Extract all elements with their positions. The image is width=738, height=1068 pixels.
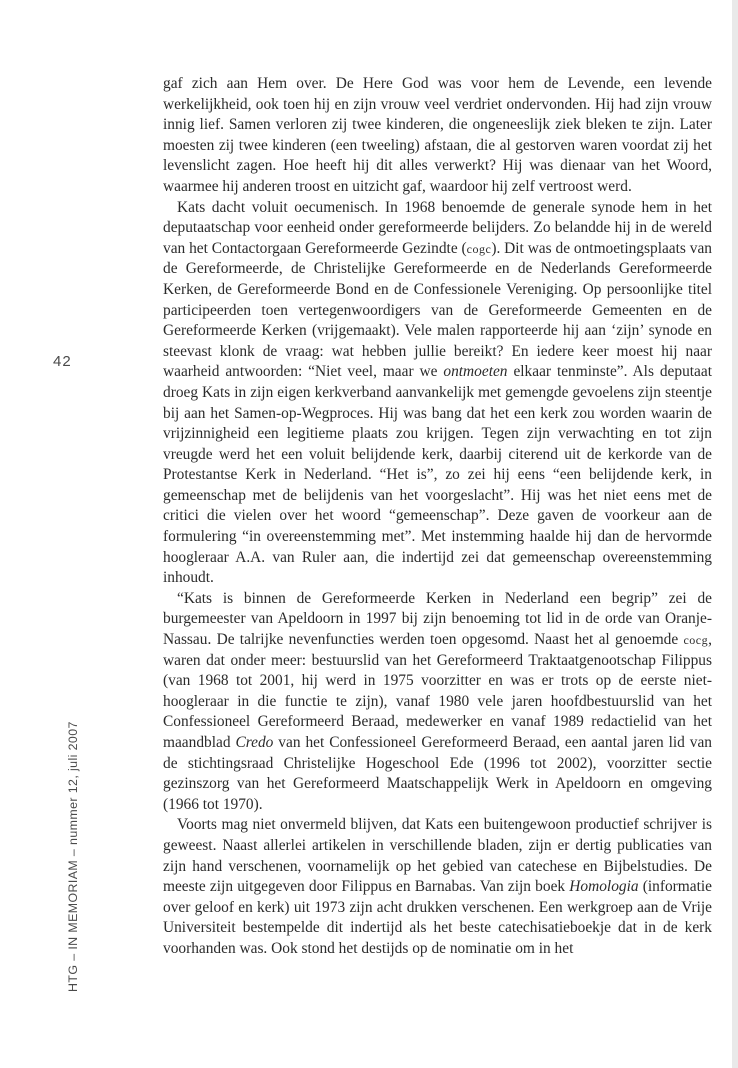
paragraph-4 bbox=[163, 815, 712, 959]
emphasis-homologia: Homologia bbox=[569, 878, 639, 896]
paragraph-3 bbox=[163, 589, 712, 816]
abbreviation-cogc: cogc bbox=[466, 241, 492, 256]
paragraph-4-text-b: (informatie over geloof en kerk) uit 1973 zijn acht drukken verschenen. Een werkgroep aan de Vrije Universiteit bestempelde dit indertijd als het beste catechisatieboekje dat in de kerk voorhanden was. Ook stond het destijds op de nominatie om in het bbox=[163, 878, 712, 957]
abbreviation-cocg: cocg bbox=[683, 633, 709, 648]
emphasis-ontmoeten: ontmoeten bbox=[443, 363, 508, 381]
paragraph-2-text-a: Kats dacht voluit oecumenisch. In 1968 benoemde de generale synode hem in het deputaatschap voor eenheid onder gereformeerde belijders. Zo belandde hij in de wereld van het Contactorgaan Gereformeerde Gezindte ( bbox=[163, 198, 712, 257]
paragraph-3-text-b: , waren dat onder meer: bestuurslid van het Gereformeerd Traktaatgenootschap Filippus (van 1968 tot 2001, hij werd in 1975 voorzitter en was er trots op de eerste niet-hoogleraar in die functie te zijn), vanaf 1980 vele jaren hoofdbestuurslid van het Confessioneel Gereformeerd Beraad, medewerker en vanaf 1989 redactielid van het maandblad bbox=[163, 631, 712, 751]
paragraph-3-text-a: “Kats is binnen de Gereformeerde Kerken in Nederland een begrip” zei de burgemeester van Apeldoorn in 1997 bij zijn benoeming tot lid in de orde van Oranje-Nassau. De talrijke nevenfuncties werden toen opgesomd. Naast het al genoemde bbox=[163, 589, 712, 649]
emphasis-credo: Credo bbox=[235, 734, 274, 751]
paragraph-2 bbox=[163, 198, 712, 589]
page-number: 42 bbox=[53, 353, 72, 370]
running-title: HTG – IN MEMORIAM – nummer 12, juli 2007 bbox=[66, 721, 80, 992]
paragraph-2-text-c: elkaar tenminste”. Als deputaat droeg Kats in zijn eigen kerkverband aanvankelijk met gemengde gevoelens zijn steentje bij aan het Samen-op-Wegproces. Hij was bang dat het een kerk zou worden waarin de vrijzinnigheid een legitieme plaats zou krijgen. Tegen zijn verwachting en tot zijn vreugde werd het een voluit belijdende kerk, daarbij citerend uit de kerkorde van de Protestantse Kerk in Nederland. “Het is”, zo zei hij eens “een belijdende kerk, in gemeenschap met de belijdenis van het voorgeslacht”. Hij was het niet eens met de critici die vielen over het woord “gemeenschap”. Deze gaven de voorkeur aan de formulering “in overeenstemming met”. Met instemming haalde hij dan de hervormde hoogleraar A.A. van Ruler aan, die indertijd zei dat gemeenschap overeenstemming inhoudt. bbox=[163, 363, 712, 587]
body-text bbox=[163, 74, 712, 960]
paragraph-3-text-c: van het Confessioneel Gereformeerd Beraad, een aantal jaren lid van de stichtingsraad Christelijke Hogeschool Ede (1996 tot 2002), voorzitter sectie gezinszorg van het Gereformeerd Maatschappelijk Werk in Apeldoorn en omgeving (1966 tot 1970). bbox=[163, 734, 712, 813]
paragraph-4-text-a: Voorts mag niet onvermeld blijven, dat Kats een buitengewoon productief schrijver is geweest. Naast allerlei artikelen in verschillende bladen, zijn er dertig publicaties van zijn hand verschenen, voornamelijk op het gebied van catechese en Bijbelstudies. De meeste zijn uitgegeven door Filippus en Barnabas. Van zijn boek bbox=[163, 816, 712, 896]
paragraph-1 bbox=[163, 74, 712, 198]
paragraph-1-text: gaf zich aan Hem over. De Here God was voor hem de Levende, een levende werkelijkheid, ook toen hij en zijn vrouw veel verdriet ondervonden. Hij had zijn vrouw innig lief. Samen verloren zij twee kinderen, die ongeneeslijk ziek bleken te zijn. Later moesten zij twee kinderen (een tweeling) afstaan, die al gestorven waren voordat zij het levenslicht zagen. Hoe heeft hij dit alles verwerkt? Hij was dienaar van het Woord, waarmee hij anderen troost en uitzicht gaf, waardoor hij zelf vertroost werd. bbox=[163, 75, 712, 195]
page-edge-shadow bbox=[732, 0, 738, 1068]
paragraph-2-text-b: ). Dit was de ontmoetingsplaats van de Gereformeerde, de Christelijke Gereformeerde en de Nederlands Gereformeerde Kerken, de Gereformeerde Bond en de Confessionele Vereniging. Op persoonlijke titel participeerden toen vertegenwoordigers van de Gereformeerde Gemeenten en de Gereformeerde Kerken (vrijgemaakt). Vele malen rapporteerde hij aan ‘zijn’ synode en steevast klonk de vraag: wat hebben jullie bereikt? En iedere keer moest hij naar waarheid antwoorden: “Niet veel, maar we bbox=[163, 239, 712, 381]
